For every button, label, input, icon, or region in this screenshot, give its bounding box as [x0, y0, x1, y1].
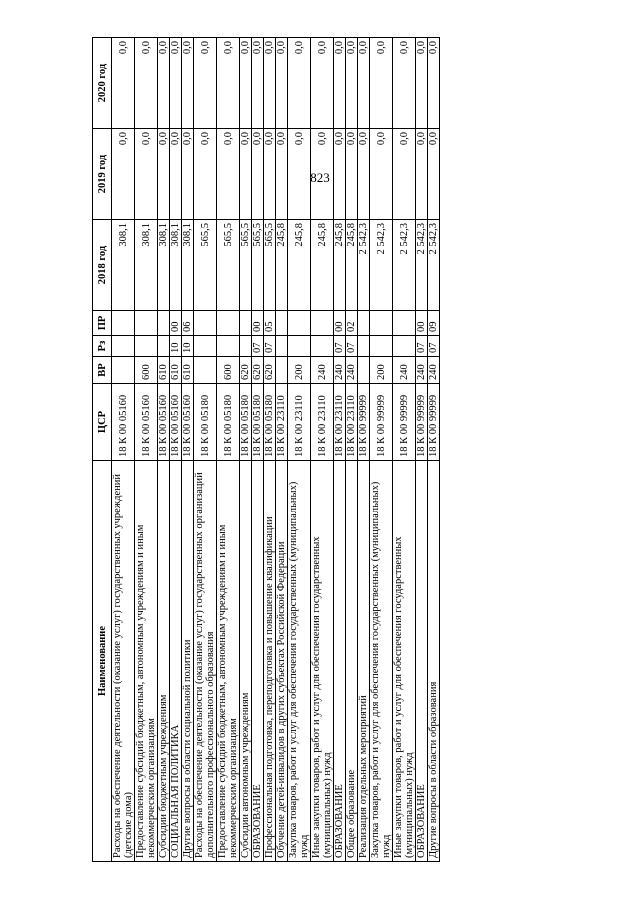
cell-2018: 2 542,3 [358, 220, 370, 311]
cell-rz [112, 336, 135, 357]
cell-2019: 0,0 [194, 129, 217, 220]
cell-rz [158, 336, 170, 357]
cell-csr: 18 К 00 23110 [346, 384, 358, 461]
cell-pr: 09 [428, 311, 440, 336]
cell-rz: 07 [334, 336, 346, 357]
table-row [416, 38, 428, 862]
table-row [240, 38, 252, 862]
cell-2020: 0,0 [311, 38, 334, 129]
cell-2020: 0,0 [288, 38, 311, 129]
cell-2019: 0,0 [112, 129, 135, 220]
cell-name: Другие вопросы в области социальной политики [182, 461, 194, 862]
cell-csr: 18 К 00 23110 [311, 384, 334, 461]
cell-2019: 0,0 [370, 129, 393, 220]
cell-2019: 0,0 [264, 129, 276, 220]
cell-csr: 18 К 00 99999 [358, 384, 370, 461]
cell-pr [276, 311, 288, 336]
cell-name: Иные закупки товаров, работ и услуг для обеспечения государственных (муниципальных) нужд [311, 461, 334, 862]
cell-2018: 2 542,3 [416, 220, 428, 311]
cell-name: Закупка товаров, работ и услуг для обеспечения государственных (муниципальных) нужд [370, 461, 393, 862]
cell-csr: 18 К 00 05180 [252, 384, 264, 461]
cell-pr [217, 311, 240, 336]
cell-name: Субсидии автономным учреждениям [240, 461, 252, 862]
cell-rz: 07 [264, 336, 276, 357]
cell-2020: 0,0 [217, 38, 240, 129]
cell-2018: 565,5 [252, 220, 264, 311]
cell-2020: 0,0 [170, 38, 182, 129]
cell-csr: 18 К 00 99999 [370, 384, 393, 461]
cell-2020: 0,0 [416, 38, 428, 129]
cell-vr [194, 357, 217, 384]
cell-rz: 07 [416, 336, 428, 357]
budget-table [92, 37, 440, 862]
cell-2019: 0,0 [393, 129, 416, 220]
table-row [170, 38, 182, 862]
table-row [311, 38, 334, 862]
cell-2019: 0,0 [217, 129, 240, 220]
cell-name: Реализация отдельных мероприятий [358, 461, 370, 862]
cell-2018: 308,1 [158, 220, 170, 311]
header-name: Наименование [93, 461, 112, 862]
cell-pr: 06 [182, 311, 194, 336]
header-2019: 2019 год [93, 129, 112, 220]
cell-vr: 600 [217, 357, 240, 384]
cell-2018: 2 542,3 [428, 220, 440, 311]
cell-pr [240, 311, 252, 336]
cell-csr: 18 К 00 99999 [416, 384, 428, 461]
cell-rz [240, 336, 252, 357]
cell-name: Иные закупки товаров, работ и услуг для обеспечения государственных (муниципальных) нужд [393, 461, 416, 862]
cell-vr: 240 [416, 357, 428, 384]
cell-2020: 0,0 [194, 38, 217, 129]
cell-csr: 18 К 00 05160 [112, 384, 135, 461]
cell-csr: 18 К 00 05160 [170, 384, 182, 461]
cell-name: СОЦИАЛЬНАЯ ПОЛИТИКА [170, 461, 182, 862]
cell-rz [135, 336, 158, 357]
table-row [346, 38, 358, 862]
cell-rz [370, 336, 393, 357]
cell-name: Расходы на обеспечение деятельности (оказание услуг) государственных организаций дополнительного профессионального образования [194, 461, 217, 862]
table-row [252, 38, 264, 862]
cell-csr: 18 К 00 23110 [334, 384, 346, 461]
cell-2020: 0,0 [240, 38, 252, 129]
cell-pr: 05 [264, 311, 276, 336]
cell-pr [288, 311, 311, 336]
table-row [370, 38, 393, 862]
header-csr: ЦСР [93, 384, 112, 461]
cell-name: Предоставление субсидий бюджетным, автономным учреждениям и иным некоммерческим организациям [135, 461, 158, 862]
cell-name: ОБРАЗОВАНИЕ [416, 461, 428, 862]
cell-2020: 0,0 [264, 38, 276, 129]
cell-2018: 308,1 [135, 220, 158, 311]
header-2018: 2018 год [93, 220, 112, 311]
cell-2019: 0,0 [240, 129, 252, 220]
cell-2020: 0,0 [358, 38, 370, 129]
table-row [135, 38, 158, 862]
table-row [112, 38, 135, 862]
cell-2018: 565,5 [240, 220, 252, 311]
cell-2019: 0,0 [428, 129, 440, 220]
cell-vr [358, 357, 370, 384]
cell-2018: 245,8 [276, 220, 288, 311]
cell-vr: 620 [252, 357, 264, 384]
cell-pr [358, 311, 370, 336]
cell-csr: 18 К 00 23110 [288, 384, 311, 461]
cell-vr: 240 [346, 357, 358, 384]
cell-pr [393, 311, 416, 336]
cell-csr: 18 К 00 99999 [393, 384, 416, 461]
table-row [288, 38, 311, 862]
cell-pr: 00 [334, 311, 346, 336]
table-row [217, 38, 240, 862]
cell-2018: 2 542,3 [370, 220, 393, 311]
cell-vr: 240 [428, 357, 440, 384]
header-vr: ВР [93, 357, 112, 384]
table-row [264, 38, 276, 862]
cell-name: ОБРАЗОВАНИЕ [334, 461, 346, 862]
cell-2020: 0,0 [370, 38, 393, 129]
cell-rz [194, 336, 217, 357]
cell-2020: 0,0 [393, 38, 416, 129]
table-row [158, 38, 170, 862]
cell-rz [393, 336, 416, 357]
cell-2019: 0,0 [346, 129, 358, 220]
table-area [92, 41, 570, 862]
cell-pr [370, 311, 393, 336]
cell-vr: 240 [311, 357, 334, 384]
cell-csr: 18 К 00 23110 [276, 384, 288, 461]
cell-name: Общее образование [346, 461, 358, 862]
header-rz: Рз [93, 336, 112, 357]
table-row [194, 38, 217, 862]
cell-rz: 07 [428, 336, 440, 357]
cell-vr: 200 [288, 357, 311, 384]
cell-rz: 07 [346, 336, 358, 357]
cell-csr: 18 К 00 05160 [135, 384, 158, 461]
cell-name: Профессиональная подготовка, переподготовка и повышение квалификации [264, 461, 276, 862]
cell-2020: 0,0 [346, 38, 358, 129]
cell-vr [112, 357, 135, 384]
cell-rz: 10 [182, 336, 194, 357]
cell-vr [276, 357, 288, 384]
cell-2018: 308,1 [182, 220, 194, 311]
cell-pr [135, 311, 158, 336]
cell-csr: 18 К 00 05160 [182, 384, 194, 461]
cell-2019: 0,0 [182, 129, 194, 220]
cell-2018: 565,5 [194, 220, 217, 311]
cell-2020: 0,0 [135, 38, 158, 129]
cell-2018: 245,8 [346, 220, 358, 311]
cell-2018: 308,1 [170, 220, 182, 311]
cell-vr: 620 [264, 357, 276, 384]
cell-rz: 10 [170, 336, 182, 357]
cell-2018: 245,8 [311, 220, 334, 311]
cell-csr: 18 К 00 05160 [158, 384, 170, 461]
cell-vr: 600 [135, 357, 158, 384]
page-number: 823 [310, 170, 330, 185]
cell-vr: 200 [370, 357, 393, 384]
cell-2019: 0,0 [276, 129, 288, 220]
cell-2020: 0,0 [112, 38, 135, 129]
header-2020: 2020 год [93, 38, 112, 129]
cell-vr: 240 [393, 357, 416, 384]
table-body [112, 38, 440, 862]
cell-vr: 240 [334, 357, 346, 384]
cell-2018: 308,1 [112, 220, 135, 311]
cell-2019: 0,0 [334, 129, 346, 220]
cell-2019: 0,0 [158, 129, 170, 220]
cell-2020: 0,0 [334, 38, 346, 129]
cell-name: Обучение детей-инвалидов в других субъектах Российской Федерации [276, 461, 288, 862]
cell-vr: 620 [240, 357, 252, 384]
cell-csr: 18 К 00 05180 [217, 384, 240, 461]
cell-2019: 0,0 [135, 129, 158, 220]
cell-2019: 0,0 [416, 129, 428, 220]
cell-csr: 18 К 00 05180 [194, 384, 217, 461]
cell-rz [276, 336, 288, 357]
cell-pr [194, 311, 217, 336]
header-pr: ПР [93, 311, 112, 336]
cell-csr: 18 К 00 99999 [428, 384, 440, 461]
cell-pr: 00 [170, 311, 182, 336]
cell-2018: 245,8 [334, 220, 346, 311]
table-row [428, 38, 440, 862]
cell-name: Субсидии бюджетным учреждениям [158, 461, 170, 862]
cell-2020: 0,0 [252, 38, 264, 129]
cell-name: ОБРАЗОВАНИЕ [252, 461, 264, 862]
table-row [182, 38, 194, 862]
cell-rz [311, 336, 334, 357]
cell-rz: 07 [252, 336, 264, 357]
cell-pr [112, 311, 135, 336]
cell-rz [358, 336, 370, 357]
cell-2019: 0,0 [358, 129, 370, 220]
cell-vr: 610 [182, 357, 194, 384]
cell-2018: 245,8 [288, 220, 311, 311]
cell-2018: 565,5 [217, 220, 240, 311]
cell-name: Расходы на обеспечение деятельности (оказание услуг) государственных учреждений (детские дома) [112, 461, 135, 862]
cell-2019: 0,0 [288, 129, 311, 220]
cell-rz [288, 336, 311, 357]
cell-vr: 610 [158, 357, 170, 384]
table-row [358, 38, 370, 862]
cell-2020: 0,0 [428, 38, 440, 129]
cell-rz [217, 336, 240, 357]
table-row [334, 38, 346, 862]
cell-2019: 0,0 [252, 129, 264, 220]
cell-name: Другие вопросы в области образования [428, 461, 440, 862]
cell-name: Закупка товаров, работ и услуг для обеспечения государственных (муниципальных) нужд [288, 461, 311, 862]
cell-pr: 02 [346, 311, 358, 336]
cell-2020: 0,0 [182, 38, 194, 129]
table-row [276, 38, 288, 862]
cell-pr [158, 311, 170, 336]
cell-vr: 610 [170, 357, 182, 384]
cell-2020: 0,0 [276, 38, 288, 129]
cell-pr: 00 [252, 311, 264, 336]
cell-2018: 565,5 [264, 220, 276, 311]
cell-2019: 0,0 [311, 129, 334, 220]
cell-name: Предоставление субсидий бюджетным, автономным учреждениям и иным некоммерческим организациям [217, 461, 240, 862]
table-row [393, 38, 416, 862]
cell-csr: 18 К 00 05180 [264, 384, 276, 461]
cell-2018: 2 542,3 [393, 220, 416, 311]
header-row [93, 38, 112, 862]
cell-2019: 0,0 [170, 129, 182, 220]
rotated-table-container [92, 41, 570, 862]
cell-pr: 00 [416, 311, 428, 336]
cell-pr [311, 311, 334, 336]
cell-2020: 0,0 [158, 38, 170, 129]
cell-csr: 18 К 00 05180 [240, 384, 252, 461]
